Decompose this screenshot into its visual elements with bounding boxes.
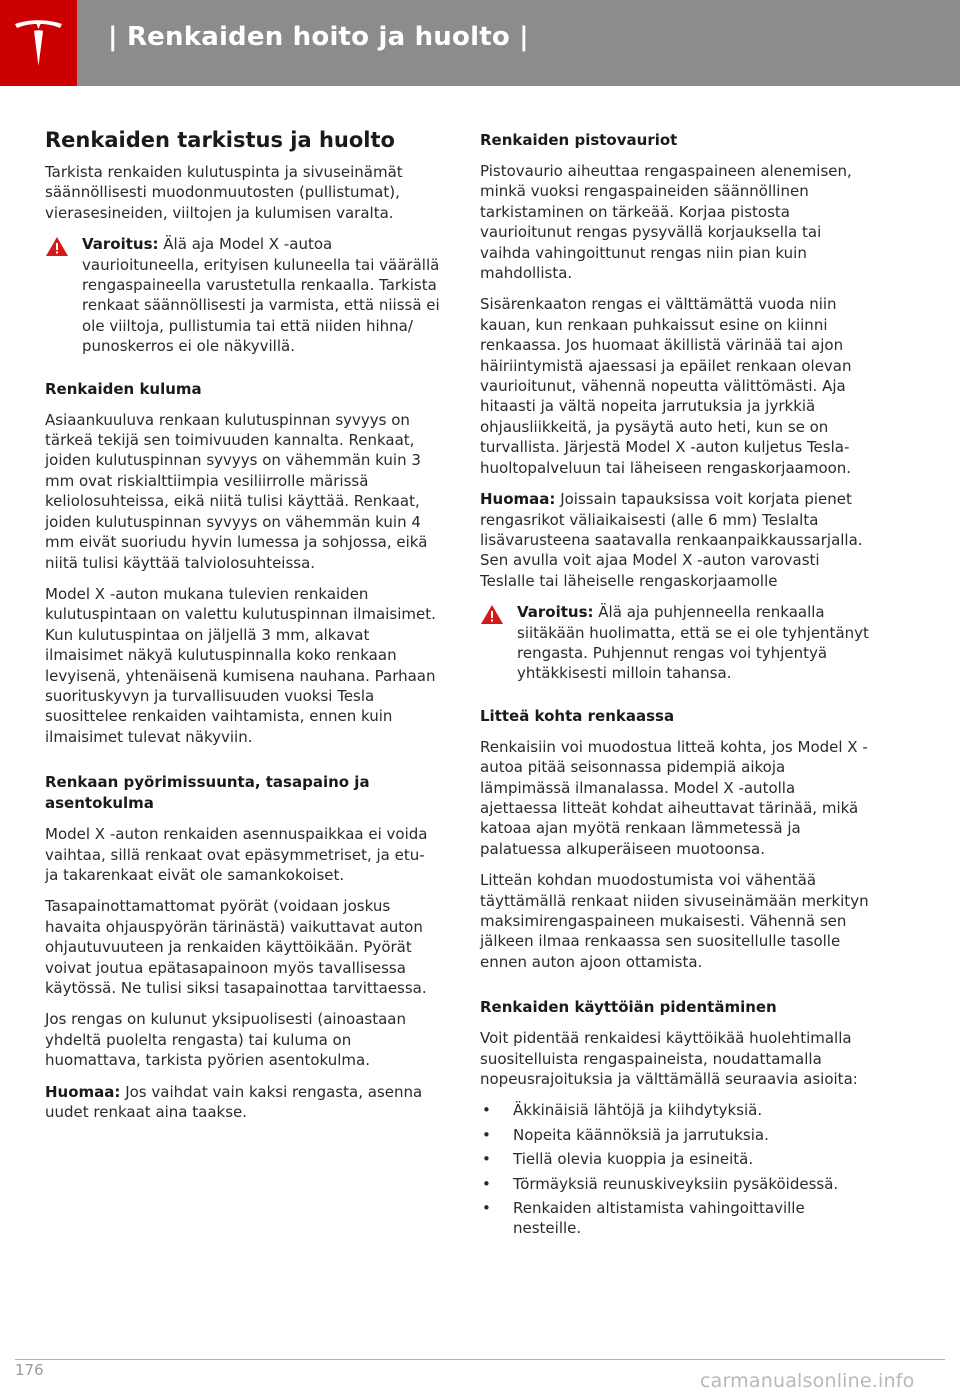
list-item: • Äkkinäisiä lähtöjä ja kiihdytyksiä. — [482, 1101, 763, 1120]
flat-spot-paragraph-1: Renkaisiin voi muodostua litteä kohta, jos Model X -autoa pitää seisonnassa pidempiä aikoja lämpimässä ilmanalassa. Model X -autolla ajettaessa litteät kohdat aiheuttavat tärinää, mikä katoaa ajan myötä renkaan lämmetessä ja palatuessa alkuperäiseen muotoonsa. — [480, 737, 868, 858]
rotation-paragraph-2: Tasapainottamattomat pyörät (voidaan joskus havaita ohjauspyörän tärinästä) vaikuttavat auton ohjautuvuuteen ja renkaiden käyttöikään. Pyörät voivat joutua epätasapainoon myös tavallisessa käytössä. Ne tulisi siksi tasapainottaa tarvittaessa. — [45, 897, 427, 997]
bullet-icon: • — [482, 1199, 491, 1218]
puncture-paragraph-1: Pistovaurio aiheuttaa rengaspaineen alenemisen, minkä vuoksi rengaspaineiden säännöllinen tarkistaminen on tärkeää. Korjaa pistosta vaurioitunut rengas pysyvällä korjauksella tai vaihda vahingoittunut rengas niin pian kuin mahdollista. — [480, 162, 852, 283]
section-title: | Renkaiden hoito ja huolto | — [108, 22, 529, 52]
subheading-tire-life: Renkaiden käyttöiän pidentäminen — [480, 998, 777, 1017]
rotation-note — [45, 1082, 440, 1123]
subheading-rotation: Renkaan pyörimissuunta, tasapaino ja asentokulma — [45, 773, 370, 813]
bullet-icon: • — [482, 1174, 491, 1193]
page-header — [0, 0, 960, 86]
left-column — [45, 128, 440, 1133]
intro-paragraph: Tarkista renkaiden kulutuspinta ja sivuseinämät säännöllisesti muodonmuutosten (pullistumat), vierasesineiden, viiltojen ja kulumisen varalta. — [45, 163, 403, 222]
page-heading: Renkaiden tarkistus ja huolto — [45, 128, 395, 152]
subheading-flat-spot: Litteä kohta renkaassa — [480, 706, 675, 725]
rotation-paragraph-3: Jos rengas on kulunut yksipuolisesti (ainoastaan yhdeltä puolelta rengasta) tai kuluma on huomattava, tarkista pyörien asentokulma. — [45, 1010, 407, 1070]
page-number: 176 — [15, 1361, 44, 1379]
logo-box — [0, 0, 77, 86]
right-column — [480, 130, 875, 1243]
warning-text — [82, 234, 440, 356]
warning-triangle-icon — [45, 236, 69, 257]
wear-paragraph-1: Asiaankuuluva renkaan kulutuspinnan syvyys on tärkeä tekijä sen toimivuuden kannalta. Renkaat, joiden kulutuspinnan syvyys on vähemmän kuin 3 mm ovat riskialttiimpia vesiliirrolle märissä keliolosuhteissa, eikä niitä tulisi käyttää. Renkaat, joiden kulutuspinnan syvyys on vähemmän kuin 4 mm eivät suoriudu hyvin lumessa ja sohjossa, eikä niitä tulisi käyttää talviolosuhteissa. — [45, 410, 428, 572]
tire-life-paragraph: Voit pidentää renkaidesi käyttöikää huolehtimalla suositelluista rengaspaineista, noudattamalla nopeusrajoituksia ja välttämällä seuraavia asioita: — [480, 1029, 858, 1089]
bullet-icon: • — [482, 1150, 491, 1169]
note-body: Jos vaihdat vain kaksi rengasta, asenna uudet renkaat aina taakse. — [45, 1082, 423, 1122]
note-body: Joissain tapauksissa voit korjata pienet rengasrikot väliaikaisesti (alle 6 mm) Teslalta lisävarusteena saatavalla renkaanpaikkaussarjalla. Sen avulla voit ajaa Model X -auton varovasti Teslalle tai läheiselle rengaskorjaamolle — [480, 490, 863, 590]
warning-box — [480, 602, 875, 684]
warning-text — [517, 602, 875, 684]
warning-label: Varoitus: — [517, 603, 594, 622]
watermark: carmanualsonline.info — [700, 1370, 915, 1392]
note-label: Huomaa: — [480, 490, 556, 509]
list-item: • Renkaiden altistamista vahingoittaville nesteille. — [482, 1199, 805, 1238]
list-item: • Nopeita käännöksiä ja jarrutuksia. — [482, 1125, 769, 1144]
flat-spot-paragraph-2: Litteän kohdan muodostumista voi vähentää täyttämällä renkaat niiden sivuseinämään merkityn maksimirengaspaineen mukaisesti. Vähennä sen jälkeen ilmaa renkaassa sen suositellulle tasolle ennen auton ajoon ottamista. — [480, 871, 869, 971]
subheading-puncture: Renkaiden pistovauriot — [480, 131, 678, 149]
wear-paragraph-2: Model X -auton mukana tulevien renkaiden kulutuspintaan on valettu kulutuspinnan ilmaisimet. Kun kulutuspintaa on jäljellä 3 mm, alkavat ilmaisimet näkyä kulutuspinnalla koko renkaan levyisenä, yhtenäisenä kumisena nauhana. Parhaan suorituskyvyn ja turvallisuuden vuoksi Tesla suosittelee renkaiden vaihtamista, ennen kuin ilmaisimet tulevat näkyviin. — [45, 584, 436, 746]
note-label: Huomaa: — [45, 1082, 121, 1101]
subheading-wear: Renkaiden kuluma — [45, 379, 202, 398]
footer-divider — [15, 1359, 945, 1360]
bullet-icon: • — [482, 1125, 491, 1144]
warning-body: Älä aja puhjenneella renkaalla siitäkään huolimatta, että se ei ole tyhjentänyt rengasta. Puhjennut rengas voi tyhjentyä yhtäkkisesti milloin tahansa. — [517, 603, 869, 683]
rotation-paragraph-1: Model X -auton renkaiden asennuspaikkaa ei voida vaihtaa, sillä renkaat ovat epäsymmetriset, ja etu- ja takarenkaat eivät ole samankokoiset. — [45, 825, 428, 884]
warning-box — [45, 234, 440, 356]
bullet-icon: • — [482, 1101, 491, 1120]
warning-triangle-icon — [480, 604, 504, 625]
warning-label: Varoitus: — [82, 235, 159, 254]
list-item: • Tiellä olevia kuoppia ja esineitä. — [482, 1150, 754, 1169]
list-item: • Törmäyksiä reunuskiveyksiin pysäköidessä. — [482, 1174, 839, 1193]
puncture-paragraph-2: Sisärenkaaton rengas ei välttämättä vuoda niin kauan, kun renkaan puhkaissut esine on kiinni renkaassa. Jos huomaat äkillistä värinää tai ajon häiriintymistä ajaessasi ja epäilet renkaan olevan vaurioitunut, vähennä nopeutta välittömästi. Aja hitaasti ja vältä nopeita jarrutuksia ja jyrkkiä ohjausliikkeitä, ja pysäytä auto heti, kun se on turvallista. Järjestä Model X -auton kuljetus Tesla-huoltopalveluun tai läheiseen rengaskorjaamoon. — [480, 295, 852, 477]
tesla-logo-icon — [13, 18, 64, 68]
warning-body: Älä aja Model X -autoa vaurioituneella, erityisen kuluneella tai väärällä rengaspaineella varustetulla renkaalla. Tarkista renkaat säännöllisesti ja varmista, että niissä ei ole viiltoja, pullistumia tai että niiden hihna/ punoskerros ei ole näkyvillä. — [82, 235, 440, 356]
puncture-note — [480, 489, 875, 591]
tire-life-list — [480, 1100, 875, 1238]
